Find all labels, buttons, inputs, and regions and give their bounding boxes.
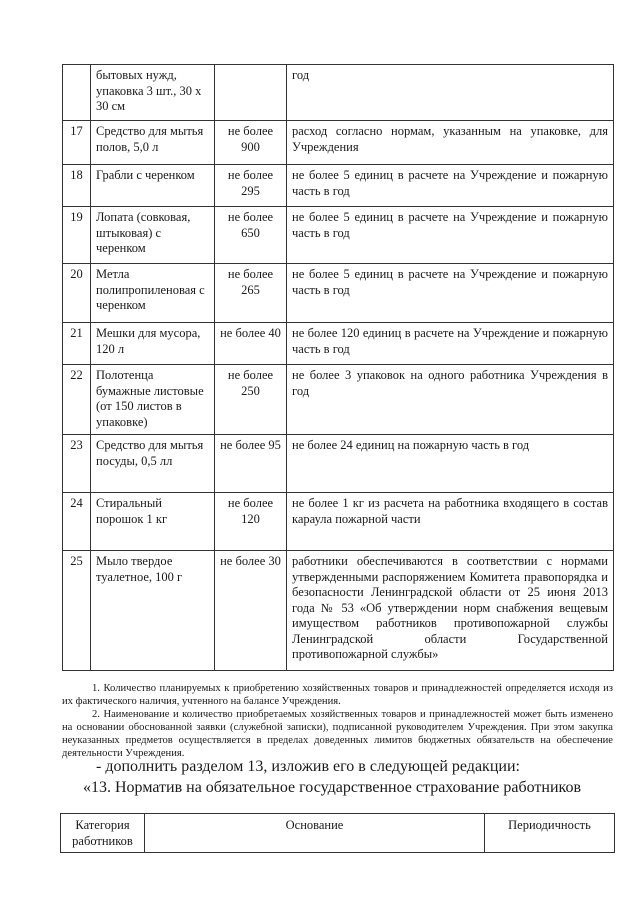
row-number: 20: [63, 264, 91, 323]
item-quantity: не более 95: [215, 435, 287, 493]
table-notes: [62, 682, 613, 760]
row-number: 25: [63, 551, 91, 671]
row-number: 17: [63, 121, 91, 165]
table-row: [63, 435, 614, 493]
table-row: [63, 264, 614, 323]
table-row: [63, 493, 614, 551]
row-number: [63, 65, 91, 121]
item-description: не более 5 единиц в расчете на Учреждение и пожарную часть в год: [287, 165, 614, 207]
row-number: 18: [63, 165, 91, 207]
item-name: Метла полипропиленовая с черенком: [91, 264, 215, 323]
item-name: Средство для мытья полов, 5,0 л: [91, 121, 215, 165]
row-number: 19: [63, 207, 91, 264]
item-description: не более 5 единиц в расчете на Учреждение и пожарную часть в год: [287, 207, 614, 264]
header-basis: Основание: [145, 814, 485, 853]
item-quantity: [215, 65, 287, 121]
header-periodicity: Периодичность: [485, 814, 615, 853]
table-row: [63, 121, 614, 165]
amendment-line-2: «13. Норматив на обязательное государственное страхование работников: [83, 779, 582, 796]
row-number: 24: [63, 493, 91, 551]
table-row: [63, 65, 614, 121]
supplies-table: [62, 64, 614, 671]
item-description: не более 120 единиц в расчете на Учреждение и пожарную часть в год: [287, 323, 614, 365]
note-2: 2. Наименование и количество приобретаемых хозяйственных товаров и принадлежностей может быть изменено на основании обоснованной заявки (служебной записки), подписанной руководителем Учреждения. При этом закупка неуказанных предметов осуществляется в пределах доведенных лимитов бюджетных обязательств на обеспечение деятельности Учреждения.: [62, 709, 613, 759]
note-1: 1. Количество планируемых к приобретению хозяйственных товаров и принадлежностей определяется исходя из их фактического наличия, учтенного на балансе Учреждения.: [62, 683, 613, 707]
item-name: Мыло твердое туалетное, 100 г: [91, 551, 215, 671]
row-number: 21: [63, 323, 91, 365]
item-quantity: не более 30: [215, 551, 287, 671]
amendment-line-1: - дополнить разделом 13, изложив его в следующей редакции:: [96, 758, 520, 775]
row-number: 23: [63, 435, 91, 493]
table-header-row: [61, 814, 615, 853]
item-name: Лопата (совковая, штыковая) с черенком: [91, 207, 215, 264]
item-quantity: не более 40: [215, 323, 287, 365]
item-name: Средство для мытья посуды, 0,5 лл: [91, 435, 215, 493]
item-description: не более 3 упаковок на одного работника Учреждения в год: [287, 365, 614, 435]
item-description: расход согласно нормам, указанным на упаковке, для Учреждения: [287, 121, 614, 165]
table-row: [63, 551, 614, 671]
insurance-table: [60, 813, 615, 853]
item-quantity: не более 265: [215, 264, 287, 323]
item-description: не более 5 единиц в расчете на Учреждение и пожарную часть в год: [287, 264, 614, 323]
item-name: Мешки для мусора, 120 л: [91, 323, 215, 365]
item-description: работники обеспечиваются в соответствии с нормами утвержденными распоряжением Комитета правопорядка и безопасности Ленинградской области от 25 июня 2013 года № 53 «Об утверждении норм снабжения вещевым имуществом работников противопожарной службы Ленинградской области Государственной противопожарной службы»: [287, 551, 614, 671]
item-description: не более 24 единиц на пожарную часть в год: [287, 435, 614, 493]
table-row: [63, 207, 614, 264]
item-quantity: не более 650: [215, 207, 287, 264]
row-number: 22: [63, 365, 91, 435]
item-description: год: [287, 65, 614, 121]
amendment-text: [83, 756, 582, 798]
table-row: [63, 323, 614, 365]
item-quantity: не более 120: [215, 493, 287, 551]
item-quantity: не более 900: [215, 121, 287, 165]
item-name: Полотенца бумажные листовые (от 150 листов в упаковке): [91, 365, 215, 435]
header-category: Категория работников: [61, 814, 145, 853]
table-row: [63, 165, 614, 207]
item-name: Стиральный порошок 1 кг: [91, 493, 215, 551]
item-description: не более 1 кг из расчета на работника входящего в состав караула пожарной части: [287, 493, 614, 551]
table-row: [63, 365, 614, 435]
item-name: Грабли с черенком: [91, 165, 215, 207]
item-quantity: не более 295: [215, 165, 287, 207]
item-name: бытовых нужд, упаковка 3 шт., 30 х 30 см: [91, 65, 215, 121]
item-quantity: не более 250: [215, 365, 287, 435]
